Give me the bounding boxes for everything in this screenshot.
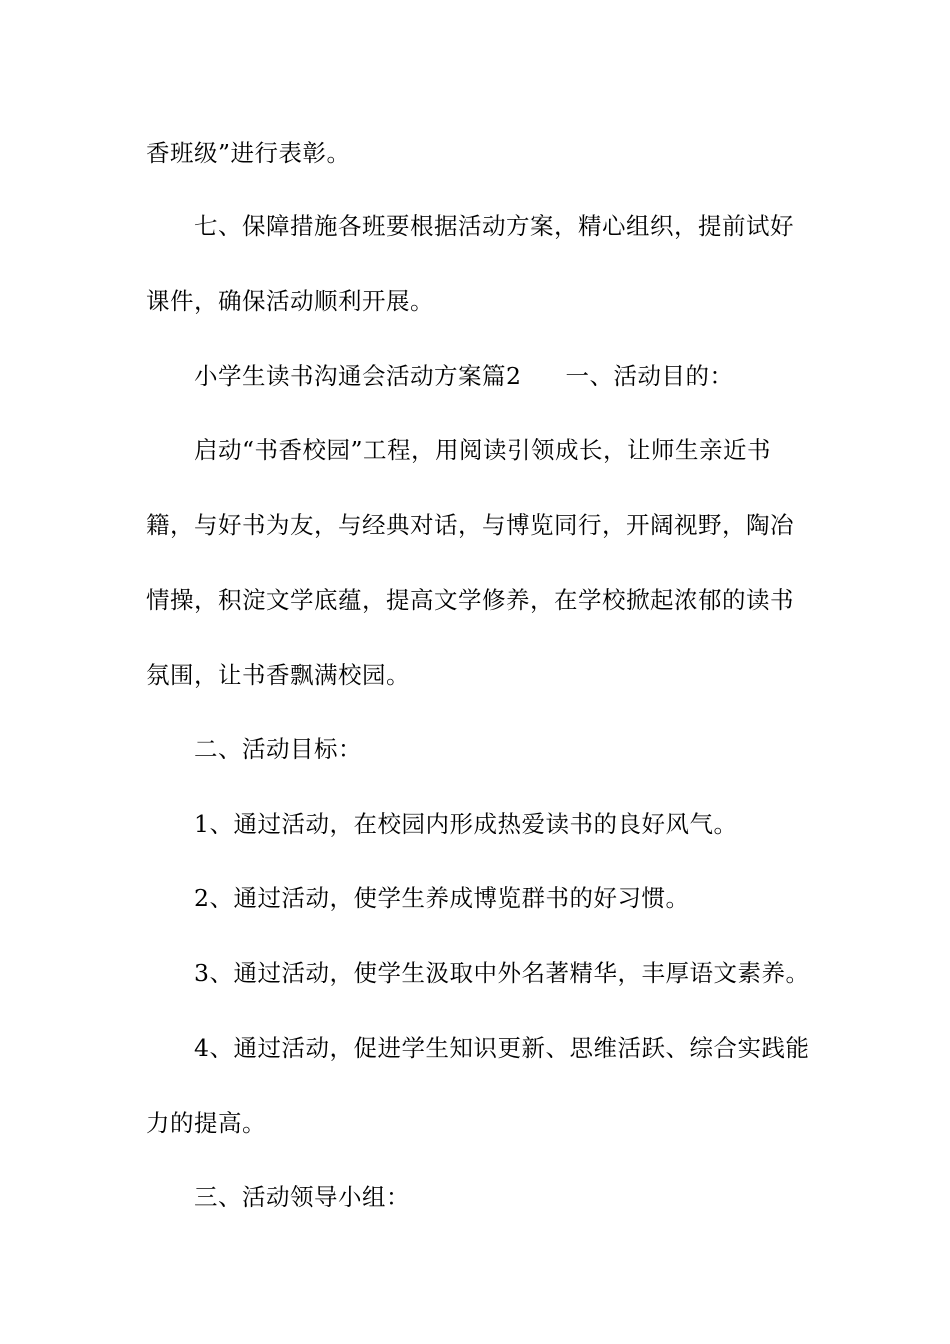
section-heading: 三、活动领导小组：: [194, 1183, 410, 1211]
paragraph-line: 启动“书香校园”工程，用阅读引领成长，让师生亲近书: [194, 436, 772, 464]
paragraph-line: 力的提高。: [146, 1109, 266, 1137]
section-heading: 二、活动目标：: [194, 735, 362, 763]
list-item: 3、通过活动，使学生汲取中外名著精华，丰厚语文素养。: [194, 959, 810, 987]
paragraph-line: 七、保障措施各班要根据活动方案，精心组织，提前试好: [194, 212, 794, 240]
list-item: 4、通过活动，促进学生知识更新、思维活跃、综合实践能: [194, 1034, 810, 1062]
article-title: 小学生读书沟通会活动方案篇2: [194, 362, 522, 390]
paragraph-line: 香班级”进行表彰。: [146, 139, 351, 167]
section-title-line: [194, 362, 734, 390]
section-heading: 一、活动目的：: [565, 362, 734, 390]
list-item: 1、通过活动，在校园内形成热爱读书的良好风气。: [194, 810, 738, 838]
paragraph-line: 情操，积淀文学底蕴，提高文学修养，在学校掀起浓郁的读书: [146, 586, 794, 614]
paragraph-line: 课件，确保活动顺利开展。: [146, 287, 434, 315]
paragraph-line: 氛围，让书香飘满校园。: [146, 661, 410, 689]
paragraph-line: 籍，与好书为友，与经典对话，与博览同行，开阔视野，陶冶: [146, 511, 794, 539]
list-item: 2、通过活动，使学生养成博览群书的好习惯。: [194, 884, 690, 912]
